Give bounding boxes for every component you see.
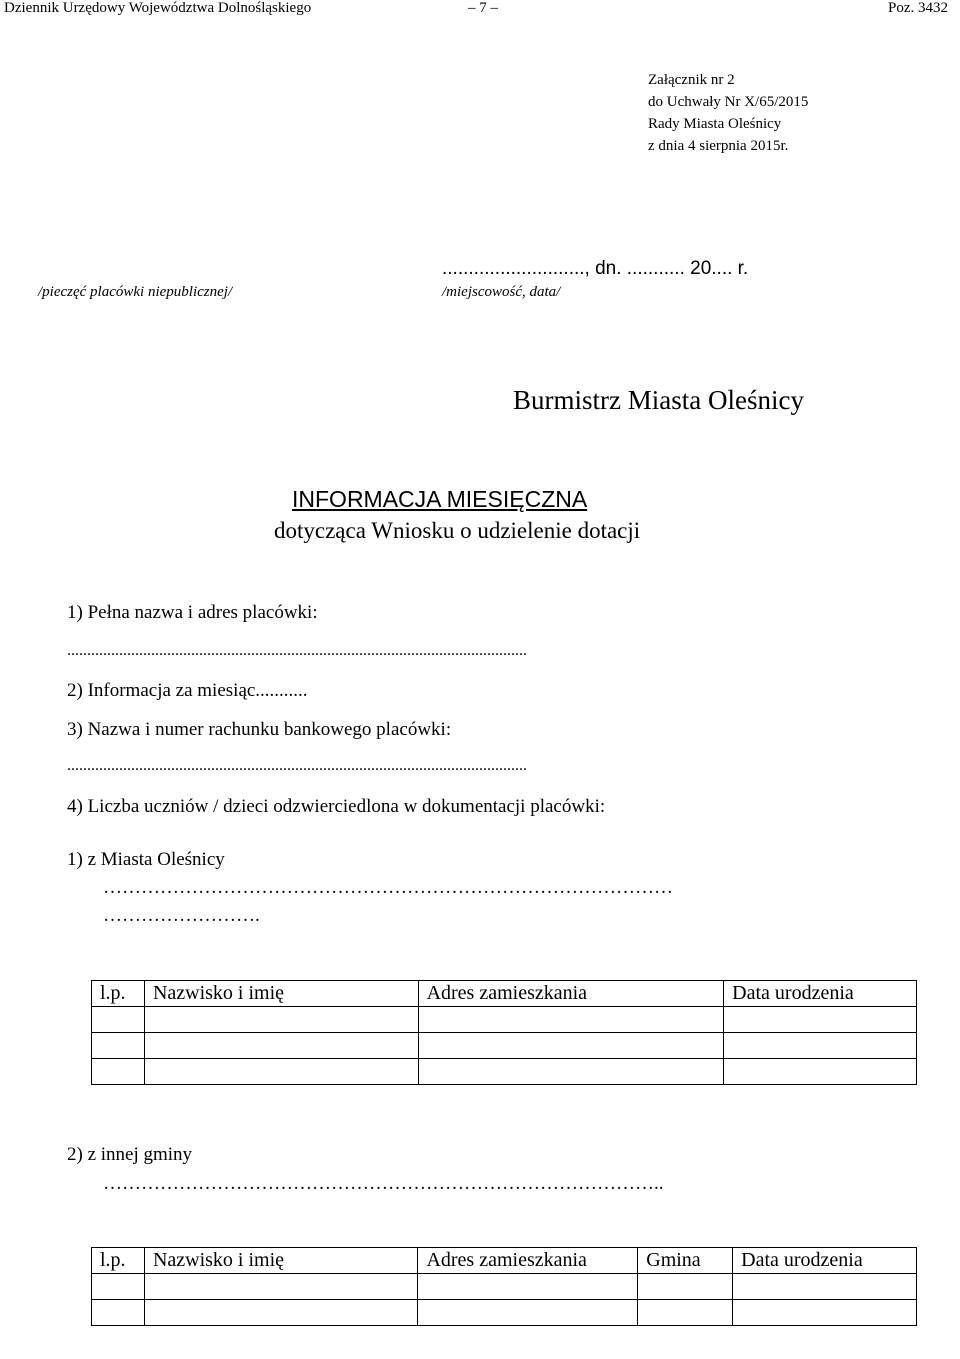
table-cell[interactable] xyxy=(144,1033,418,1059)
position-number: Poz. 3432 xyxy=(888,0,948,16)
table-cell[interactable] xyxy=(724,1007,917,1033)
annex-block xyxy=(648,69,808,157)
item-1-fill: ................................................................................................................... xyxy=(67,642,527,659)
section-1-heading: 1) z Miasta Oleśnicy xyxy=(67,849,225,870)
table-cell[interactable] xyxy=(144,1300,418,1326)
table-cell[interactable] xyxy=(418,1274,638,1300)
annex-line-1: Załącznik nr 2 xyxy=(648,72,735,88)
table-header-row xyxy=(92,981,917,1007)
col-header-municipality: Gmina xyxy=(638,1248,733,1274)
table-row xyxy=(92,1274,917,1300)
item-3: 3) Nazwa i numer rachunku bankowego placówki: xyxy=(67,719,452,740)
table-cell[interactable] xyxy=(92,1300,145,1326)
table-header-row xyxy=(92,1248,917,1274)
table-row xyxy=(92,1033,917,1059)
col-header-birthdate: Data urodzenia xyxy=(724,981,917,1007)
place-date-field: ..........................., dn. ........... 20.... r. xyxy=(442,258,749,279)
section-2-fill-1: …………………………………………………………………………….. xyxy=(103,1173,664,1194)
annex-line-2: do Uchwały Nr X/65/2015 xyxy=(648,94,809,110)
table-row xyxy=(92,1300,917,1326)
section-2-table xyxy=(91,1247,917,1326)
section-1-fill-1: ……………………………………………………………………………… xyxy=(103,877,673,898)
table-cell[interactable] xyxy=(638,1274,733,1300)
table-row xyxy=(92,1059,917,1085)
item-4: 4) Liczba uczniów / dzieci odzwierciedlona w dokumentacji placówki: xyxy=(67,796,606,817)
table-cell[interactable] xyxy=(144,1274,418,1300)
col-header-address: Adres zamieszkania xyxy=(418,1248,638,1274)
stamp-label: /pieczęć placówki niepublicznej/ xyxy=(38,284,233,300)
col-header-name: Nazwisko i imię xyxy=(144,1248,418,1274)
table-cell[interactable] xyxy=(418,1007,724,1033)
table-cell[interactable] xyxy=(92,1059,145,1085)
section-1-table xyxy=(91,980,917,1085)
place-date-label: /miejscowość, data/ xyxy=(442,284,561,300)
col-header-lp: l.p. xyxy=(92,1248,145,1274)
form-title: INFORMACJA MIESIĘCZNA xyxy=(292,486,588,512)
section-2-heading: 2) z innej gminy xyxy=(67,1144,193,1165)
table-cell[interactable] xyxy=(144,1007,418,1033)
item-1: 1) Pełna nazwa i adres placówki: xyxy=(67,602,318,623)
table-cell[interactable] xyxy=(92,1007,145,1033)
table-row xyxy=(92,1007,917,1033)
form-subtitle: dotycząca Wniosku o udzielenie dotacji xyxy=(274,518,641,543)
table-cell[interactable] xyxy=(144,1059,418,1085)
section-1-fill-2: ……………………. xyxy=(103,905,260,926)
table-cell[interactable] xyxy=(418,1300,638,1326)
table-cell[interactable] xyxy=(418,1033,724,1059)
item-2: 2) Informacja za miesiąc........... xyxy=(67,680,308,701)
annex-line-4: z dnia 4 sierpnia 2015r. xyxy=(648,138,789,154)
table-cell[interactable] xyxy=(733,1300,917,1326)
table-cell[interactable] xyxy=(92,1033,145,1059)
page-number: – 7 – xyxy=(468,0,498,16)
table-cell[interactable] xyxy=(418,1059,724,1085)
table-cell[interactable] xyxy=(92,1274,145,1300)
table-cell[interactable] xyxy=(733,1274,917,1300)
table-cell[interactable] xyxy=(724,1033,917,1059)
col-header-lp: l.p. xyxy=(92,981,145,1007)
annex-line-3: Rady Miasta Oleśnicy xyxy=(648,116,782,132)
addressee: Burmistrz Miasta Oleśnicy xyxy=(513,385,804,415)
table-cell[interactable] xyxy=(638,1300,733,1326)
journal-title: Dziennik Urzędowy Województwa Dolnośląskiego xyxy=(4,0,312,16)
item-3-fill: ................................................................................................................... xyxy=(67,757,527,774)
table-cell[interactable] xyxy=(724,1059,917,1085)
col-header-birthdate: Data urodzenia xyxy=(733,1248,917,1274)
col-header-address: Adres zamieszkania xyxy=(418,981,724,1007)
col-header-name: Nazwisko i imię xyxy=(144,981,418,1007)
